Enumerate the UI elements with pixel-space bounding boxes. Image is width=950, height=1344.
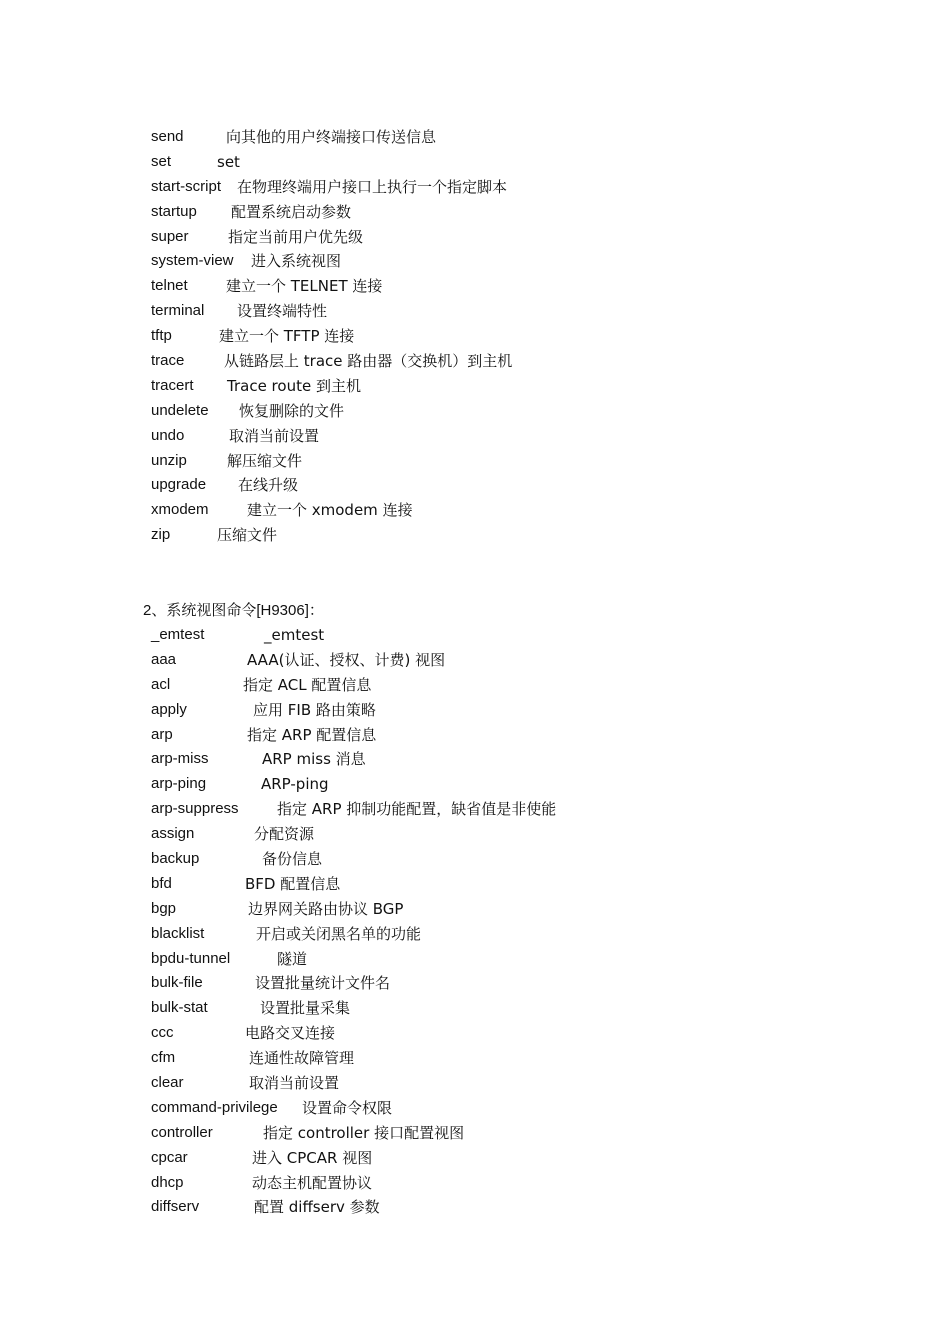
command-description: 配置系统启动参数 (231, 202, 352, 221)
command-description: 设置终端特性 (237, 302, 328, 321)
command-name: tftp (151, 327, 172, 345)
command-description: 连通性故障管理 (249, 1049, 355, 1068)
command-description: 应用 FIB 路由策略 (253, 700, 376, 719)
command-name: clear (151, 1074, 184, 1092)
command-description: 建立一个 xmodem 连接 (247, 501, 413, 520)
command-description: 指定当前用户优先级 (228, 227, 364, 246)
command-name: dhcp (151, 1173, 184, 1191)
command-description: 恢复删除的文件 (239, 401, 345, 420)
command-name: command-privilege (151, 1098, 278, 1116)
command-description: ARP miss 消息 (262, 750, 366, 769)
command-name: cpcar (151, 1148, 188, 1166)
command-name: bfd (151, 874, 172, 892)
command-name: unzip (151, 451, 187, 469)
command-description: 电路交叉连接 (245, 1024, 336, 1043)
command-name: upgrade (151, 476, 207, 494)
command-name: blacklist (151, 924, 205, 942)
command-name: bgp (151, 899, 177, 917)
command-description: set (217, 152, 240, 171)
command-name: acl (151, 675, 171, 693)
command-description: 边界网关路由协议 BGP (248, 899, 404, 918)
command-description: 隧道 (277, 949, 308, 968)
command-description: BFD 配置信息 (245, 874, 341, 893)
command-name: undelete (151, 401, 209, 419)
command-name: start-script (151, 177, 222, 195)
command-name: arp (151, 725, 173, 743)
command-name: undo (151, 426, 185, 444)
command-name: telnet (151, 277, 188, 295)
command-description: 从链路层上 trace 路由器（交换机）到主机 (224, 352, 513, 371)
command-name: assign (151, 825, 195, 843)
command-description: 备份信息 (262, 850, 323, 869)
command-description: 向其他的用户终端接口传送信息 (226, 128, 437, 146)
command-name: _emtest (151, 626, 205, 643)
command-description: 分配资源 (254, 825, 315, 844)
command-name: arp-miss (151, 750, 209, 768)
section-heading: 2、系统视图命令[H9306]： (143, 602, 324, 619)
command-name: send (151, 128, 184, 145)
command-description: Trace route 到主机 (227, 376, 361, 395)
command-name: set (151, 152, 172, 170)
command-name: ccc (151, 1024, 174, 1042)
command-name: arp-ping (151, 775, 207, 793)
command-name: trace (151, 352, 185, 370)
command-description: 压缩文件 (217, 526, 278, 545)
command-name: xmodem (151, 501, 209, 519)
command-description: 取消当前设置 (249, 1074, 340, 1093)
command-description: 建立一个 TFTP 连接 (219, 327, 355, 346)
command-description: 建立一个 TELNET 连接 (226, 277, 383, 296)
command-description: 指定 controller 接口配置视图 (263, 1123, 465, 1142)
command-description: 设置批量统计文件名 (255, 974, 391, 993)
command-name: bpdu-tunnel (151, 949, 231, 967)
command-name: cfm (151, 1049, 176, 1067)
command-description: AAA(认证、授权、计费) 视图 (247, 650, 446, 669)
command-name: system-view (151, 252, 234, 270)
command-description: 指定 ARP 配置信息 (247, 725, 377, 744)
command-name: bulk-stat (151, 999, 208, 1017)
command-description: _emtest (264, 626, 325, 644)
command-description: 设置命令权限 (302, 1098, 393, 1117)
command-description: 在线升级 (238, 476, 299, 495)
command-name: bulk-file (151, 974, 203, 992)
command-description: 进入 CPCAR 视图 (252, 1148, 373, 1167)
command-name: aaa (151, 650, 177, 668)
command-description: 指定 ACL 配置信息 (243, 675, 372, 694)
command-description: ARP-ping (261, 775, 329, 794)
command-name: super (151, 227, 189, 245)
command-description: 解压缩文件 (227, 451, 303, 470)
command-description: 指定 ARP 抑制功能配置，缺省值是非使能 (277, 800, 557, 819)
command-name: controller (151, 1123, 213, 1141)
command-name: zip (151, 526, 171, 544)
command-name: backup (151, 850, 200, 868)
command-description: 开启或关闭黑名单的功能 (256, 924, 422, 943)
command-description: 进入系统视图 (251, 252, 342, 271)
command-description: 配置 diffserv 参数 (254, 1198, 380, 1217)
command-name: terminal (151, 302, 205, 320)
command-name: startup (151, 202, 197, 220)
command-description: 取消当前设置 (229, 426, 320, 445)
command-name: tracert (151, 376, 194, 394)
command-description: 动态主机配置协议 (252, 1173, 373, 1192)
command-name: apply (151, 700, 187, 718)
command-name: diffserv (151, 1198, 200, 1216)
command-name: arp-suppress (151, 800, 239, 818)
command-description: 在物理终端用户接口上执行一个指定脚本 (237, 177, 508, 196)
command-description: 设置批量采集 (260, 999, 351, 1018)
